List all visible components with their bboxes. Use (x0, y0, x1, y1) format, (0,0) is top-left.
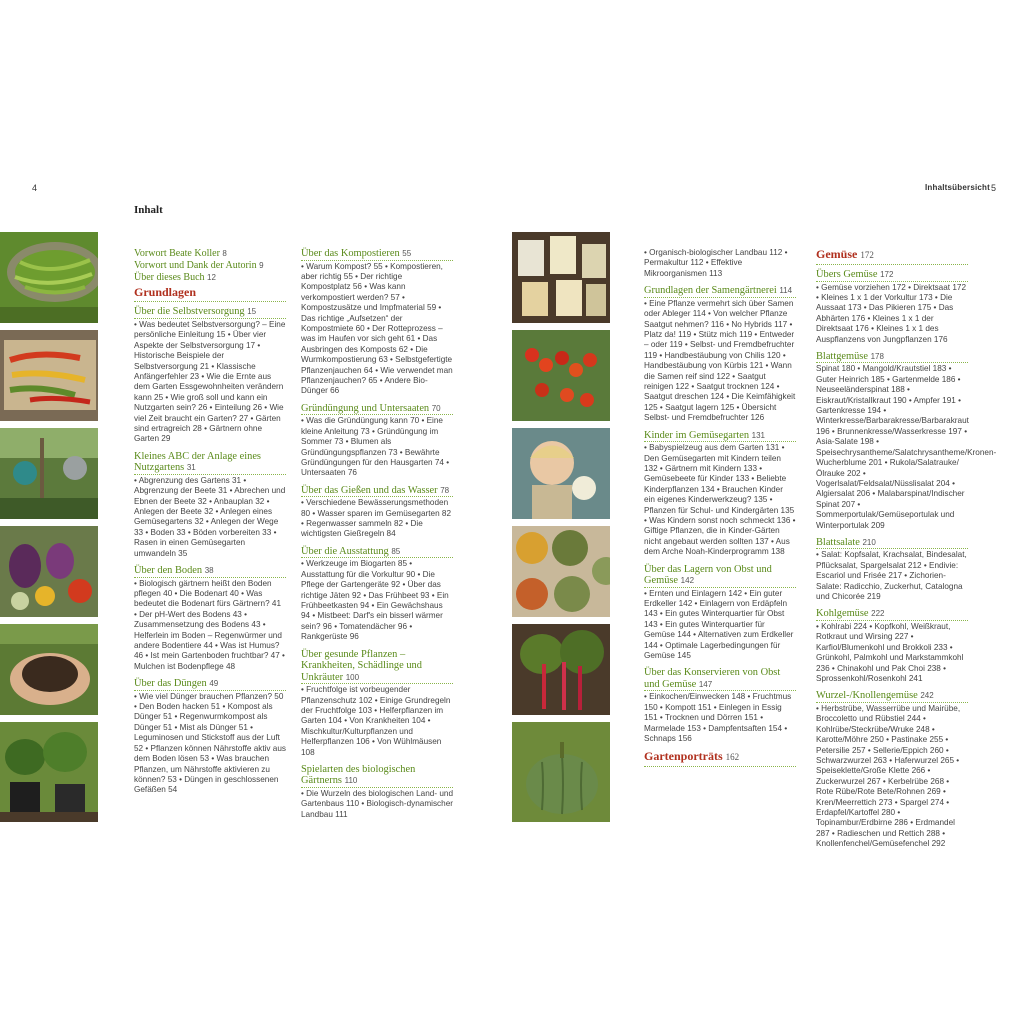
section-entries: • Was die Gründüngung kann 70 • Eine kleine Anleitung 73 • Gründüngung im Sommer 73 • Blumen als Gründüngungspflanzen 73 • Bewährte Gründüngungen für den Hausgarten 74 • Untersaaten 76 (301, 414, 453, 478)
intro-entry[interactable]: Über dieses Buch 12 (134, 271, 216, 283)
part-heading[interactable]: Grundlagen (134, 286, 286, 302)
toc-column-3 (644, 248, 796, 771)
section-entries: • Ernten und Einlagern 142 • Ein guter Erdkeller 142 • Einlagern von Erdäpfeln 143 • Ein gutes Winterquartier für Obst 143 • Ein gutes Winterquartier für Gemüse 144 • Alternativen zum Erdkeller 144 • Optimale Lagerbedingungen für Gemüse 145 (644, 587, 796, 662)
section-entries: • Eine Pflanze vermehrt sich über Samen oder Ableger 114 • Von welcher Pflanze Saatgut nehmen? 116 • No Hybrids 117 • Platz da! 119 • Stütz mich 119 • Entweder – oder 119 • Selbst- und Fremdbefruchter 119 • Handbestäubung von Chilis 120 • Handbestäubung von Kürbis 121 • Wann die Samen reif sind 122 • Saatgut reinigen 122 • Saatgut trocknen 124 • Saatgut dreschen 124 • Die Keimfähigkeit 125 • Saatgut lagern 125 • Übersicht Selbst- und Fremdbefruchter 126 (644, 298, 796, 423)
section-entries: • Abgrenzung des Gartens 31 • Abgrenzung der Beete 31 • Abrechen und Ebnen der Beete 32 • Anbauplan 32 • Anlegen der Beete 32 • Anlegen eines Gemüsegartens 32 • Anlegen der Wege 33 • Boden 33 • Böden vorbereiten 33 • Rasen in einen Gemüsegarten umwandeln 35 (134, 475, 286, 558)
section-heading[interactable]: Übers Gemüse 172 (816, 269, 894, 280)
toc-column-1 (134, 248, 286, 796)
part-heading[interactable]: Gemüse 172 (816, 248, 968, 265)
section-entries: • Salat: Kopfsalat, Krachsalat, Bindesalat, Pflücksalat, Spargelsalat 212 • Endivie: Escariol und Frisée 217 • Zichorien-Salate: Radicchio, Zuckerhut, Catalogna und Chicorée 219 (816, 550, 967, 602)
section-entries: • Organisch-biologischer Landbau 112 • Permakultur 112 • Effektive Mikroorganismen 113 (644, 248, 788, 278)
section-heading[interactable]: Blattgemüse 178 (816, 350, 884, 362)
section-entries: • Gemüse vorziehen 172 • Direktsaat 172 • Kleines 1 x 1 der Vorkultur 173 • Die Aussaat 173 • Das Pikieren 175 • Das Abhärten 176 • Kleines 1 x 1 der Direktsaat 176 • Kleines 1 x 1 des Auspflanzens von Jungpflanzen 176 (816, 282, 967, 344)
section-entries: • Was bedeutet Selbstversorgung? – Eine persönliche Einleitung 15 • Über vier Aspekte der Selbstversorgung 17 • Historische Beispiele der Selbstversorgung 21 • Klassische Anfängerfehler 23 • Wie die Ernte aus dem Garten Essgewohnheiten verändern kann 25 • Wie groß soll und kann ein Nutzgarten sein? 26 • Einteilung 26 • Wie viel Zeit braucht ein Garten? 27 • Gärten sind ertragreich 28 • Gärtnern ohne Garten 29 (134, 319, 286, 444)
running-head: Inhaltsübersicht (925, 183, 990, 192)
section-entries: Spinat 180 • Mangold/Krautstiel 183 • Guter Heinrich 185 • Gartenmelde 186 • Neuseeländerspinat 188 • Eiskraut/Kristallkraut 190 • Ampfer 191 • Gartenkresse 194 • Winterkresse/Barbarakresse/Barbarakraut 196 • Brunnenkresse/Wasserkresse 197 • Asia-Salate 198 • Speisechrysantheme/Salatchrysantheme/Kronen-Wucherblume 201 • Rukola/Salatrauke/Ölrauke 202 • Vogerlsalat/Feldsalat/Nüsslisalat 204 • Algiersalat 206 • Malabarspinat/Indischer Spinat 207 • Sommerportulak/Gemüseportulak und Winterportulak 209 (816, 364, 997, 530)
section-heading[interactable]: Über das Konservieren von Obst und Gemüse 147 (644, 667, 781, 690)
seed-packets-photo (512, 232, 610, 323)
section-heading[interactable]: Über das Lagern von Obst und Gemüse 142 (644, 563, 772, 587)
cherry-tomatoes-photo (512, 330, 610, 421)
green-beans-photo (0, 232, 98, 323)
section-heading[interactable]: Kinder im Gemüsegarten 131 (644, 429, 765, 441)
section-entries: • Einkochen/Einwecken 148 • Fruchtmus 150 • Kompott 151 • Einlegen in Essig 151 • Trocknen und Dörren 151 • Marmelade 153 • Dampfentsaften 154 • Schnaps 156 (644, 690, 796, 744)
section-entries: • Biologisch gärtnern heißt den Boden pflegen 40 • Die Bodenart 40 • Was bedeutet die Bodenart fürs Gärtnern? 41 • Der pH-Wert des Bodens 43 • Zusammensetzung des Bodens 43 • Helferlein im Boden – Regenwürmer und andere Bodentiere 44 • Was ist Humus? 46 • Ist mein Gartenboden fruchtbar? 47 • Mulchen ist Bodenpflege 48 (134, 578, 285, 671)
section-entries: • Wie viel Dünger brauchen Pflanzen? 50 • Den Boden hacken 51 • Kompost als Dünger 51 • Regenwurmkompost als Dünger 51 • Mist als Dünger 51 • Leguminosen und Stickstoff aus der Luft 52 • Pflanzen können Nährstoffe aktiv aus dem Boden lösen 53 • Was brauchen Pflanzen, um Nährstoffe aktivieren zu können? 53 • Düngen in geschlossenen Gefäßen 54 (134, 691, 287, 795)
section-heading[interactable]: Kleines ABC der Anlage eines Nutzgartens 31 (134, 450, 261, 474)
intro-entry[interactable]: Vorwort Beate Koller 8 (134, 248, 227, 259)
section-heading[interactable]: Über die Ausstattung 85 (301, 545, 401, 557)
section-entries: • Verschiedene Bewässerungsmethoden 80 • Wasser sparen im Gemüsegarten 82 • Regenwasser sammeln 82 • Die wichtigsten Gießregeln 84 (301, 498, 452, 539)
swiss-chard-photo (512, 624, 610, 715)
section-heading[interactable]: Gründüngung und Untersaaten 70 (301, 402, 441, 414)
pumpkin-photo (512, 722, 610, 822)
section-entries: • Die Wurzeln des biologischen Land- und Gartenbaus 110 • Biologisch-dynamischer Landbau 111 (301, 788, 454, 819)
left-page-number: 4 (32, 183, 38, 193)
section-entries: • Babyspielzeug aus dem Garten 131 • Den Gemüsegarten mit Kindern teilen 132 • Gärtnern mit Kindern 133 • Gemüsebeete für Kinder 133 • Beliebte Kinderpflanzen 134 • Brauchen Kinder ein eigenes Kinderwerkzeug? 135 • Pflanzen für Schul- und Kindergärten 135 • Was Kindern sonst noch schmeckt 136 • Giftige Pflanzen, die in Kinder-Gärten nicht angebaut werden sollten 137 • Aus dem Arche Noah-Kinderprogramm 138 (644, 443, 796, 557)
herb-bowls-photo (512, 526, 610, 617)
section-heading[interactable]: Über den Boden 38 (134, 565, 214, 577)
section-entries: • Kohlrabi 224 • Kopfkohl, Weißkraut, Rotkraut und Wirsing 227 • Karfiol/Blumenkohl und Brokkoli 233 • Grünkohl, Palmkohl und Markstammkohl 236 • Chinakohl und Pak Choi 238 • Sprossenkohl/Rosenkohl 241 (816, 620, 968, 684)
section-heading[interactable]: Wurzel-/Knollengemüse 242 (816, 690, 934, 702)
section-entries: • Warum Kompost? 55 • Kompostieren, aber richtig 55 • Der richtige Kompostplatz 56 • Was kann verkompostiert werden? 57 • Kompostzusätze und Impfmaterial 59 • Das richtige „Aufsetzen“ der Kompostmiete 60 • Der Rotteprozess – was im Haufen vor sich geht 61 • Das Ausbringen des Komposts 62 • Die Wurmkompostierung 63 • Selbstgefertigte Pflanzenjauchen 64 • Wie verwendet man Pflanzenjauchen? 65 • Andere Bio-Dünger 66 (301, 261, 453, 396)
section-entries: • Herbstrübe, Wasserrübe und Mairübe, Broccoletto und Rübstiel 244 • Kohlrübe/Steckrübe/Wruke 248 • Karotte/Möhre 250 • Pastinake 255 • Petersilie 257 • Sellerie/Eppich 260 • Schwarzwurzel 263 • Haferwurzel 265 • Speiseklette/Große Klette 266 • Zuckerwurzel 267 • Kerbelrübe 268 • Rote Rübe/Rote Bete/Rohnen 269 • Kren/Meerrettich 273 • Spargel 274 • Erdapfel/Kartoffel 280 • Topinambur/Erdbirne 286 • Erdmandel 287 • Radieschen und Rettich 288 • Knollenfenchel/Gemüsefenchel 292 (816, 702, 968, 850)
section-heading[interactable]: Blattsalate 210 (816, 536, 876, 548)
section-heading[interactable]: Über das Gießen und das Wasser 78 (301, 484, 450, 496)
chili-peppers-photo (0, 330, 98, 421)
seedling-pots-photo (0, 722, 98, 822)
hands-soil-photo (0, 624, 98, 715)
section-heading[interactable]: Über gesunde Pflanzen – Krankheiten, Schädlinge und Unkräuter 100 (301, 648, 422, 683)
section-entries: • Fruchtfolge ist vorbeugender Pflanzenschutz 102 • Einige Grundregeln der Fruchtfolge 103 • Helferpflanzen im Garten 104 • Von Krankheiten 104 • Mischkultur/Kulturpflanzen und Helferpflanzen 106 • Von Wühlmäusen 108 (301, 683, 453, 758)
section-heading[interactable]: Grundlagen der Samengärtnerei 114 (644, 285, 793, 297)
section-entries: • Werkzeuge im Biogarten 85 • Ausstattung für die Vorkultur 90 • Die Pflege der Gartengeräte 92 • Über das richtige Jäten 92 • Das Frühbeet 93 • Ein Frühbeetkasten 94 • Ein Gewächshaus 94 • Mistbeet: Darf's ein bisserl wärmer sein? 96 • Tomatendächer 96 • Rankgerüste 96 (301, 557, 453, 642)
garden-watering-cans-photo (0, 428, 98, 519)
section-heading[interactable]: Über die Selbstversorgung 15 (134, 306, 257, 318)
section-heading[interactable]: Über das Düngen 49 (134, 678, 219, 690)
section-heading[interactable]: Kohlgemüse 222 (816, 608, 885, 620)
toc-column-4 (816, 247, 997, 850)
section-heading[interactable]: Spielarten des biologischen Gärtnerns 110 (301, 763, 416, 787)
vegetables-harvest-photo (0, 526, 98, 617)
page-title: Inhalt (134, 204, 163, 216)
right-page-number: 5 (990, 183, 996, 193)
section-heading[interactable]: Über das Kompostieren 55 (301, 248, 412, 259)
toc-column-2 (301, 248, 453, 820)
child-in-garden-photo (512, 428, 610, 519)
part-heading[interactable]: Gartenporträts 162 (644, 750, 796, 767)
intro-entry[interactable]: Vorwort und Dank der Autorin 9 (134, 259, 264, 271)
